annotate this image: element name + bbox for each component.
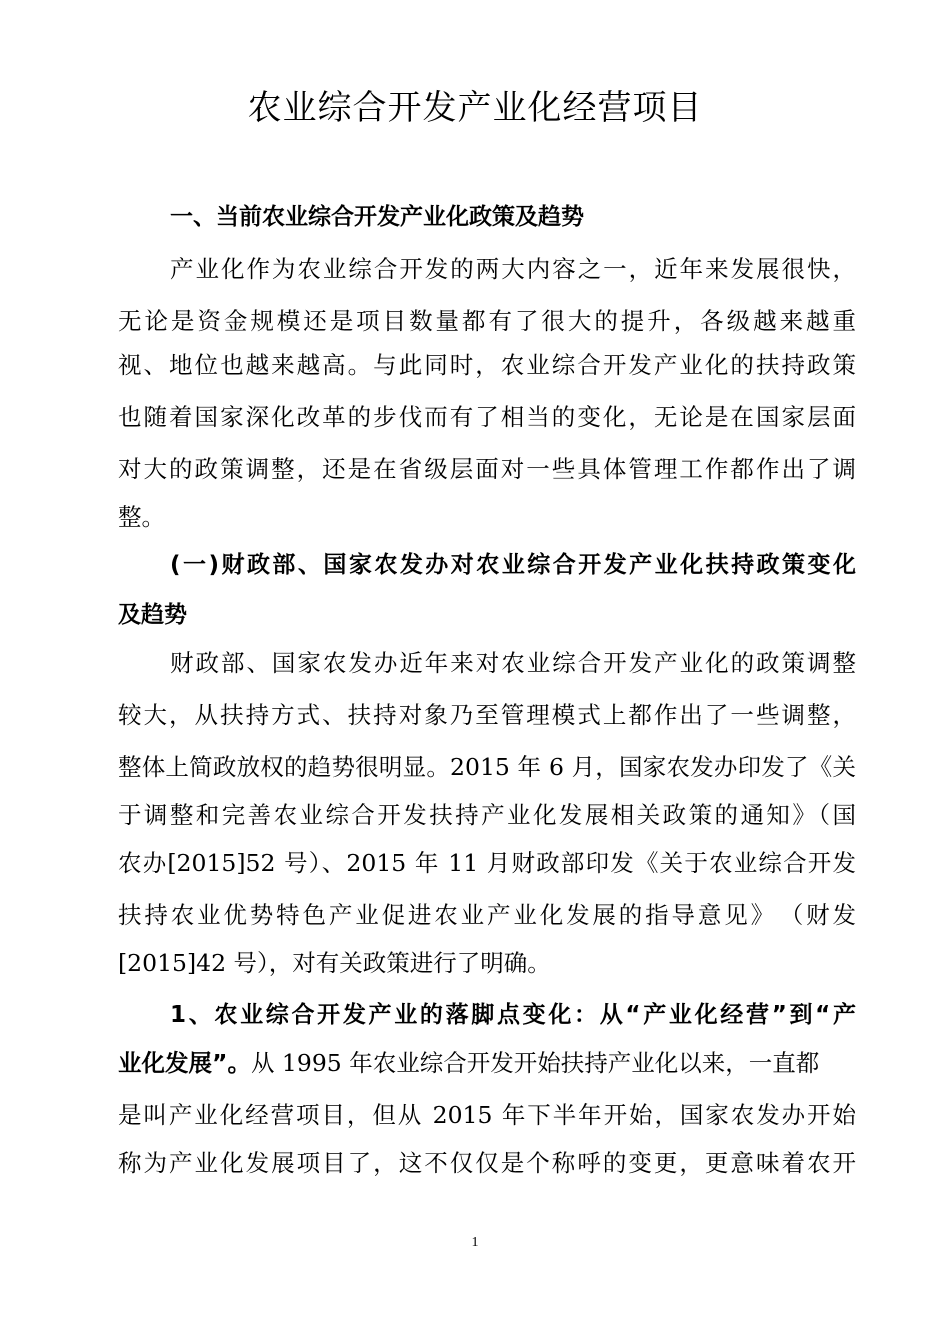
item-lead-text: 从 1995 年农业综合开发开始扶持产业化以来，一直都: [250, 1049, 820, 1077]
paragraph-line: 财政部、国家农发办近年来对农业综合开发产业化的政策调整: [170, 649, 856, 677]
page-number: 1: [471, 1235, 479, 1250]
subsection-heading: (一)财政部、国家农发办对农业综合开发产业化扶持政策变化: [170, 552, 856, 578]
item-lead-line: [118, 1037, 856, 1089]
paragraph-line: [2015]42 号），对有关政策进行了明确。: [118, 949, 551, 977]
paragraph-line: 于调整和完善农业综合开发扶持产业化发展相关政策的通知》（国: [118, 801, 856, 829]
paragraph-line: 整。: [118, 503, 165, 531]
paragraph-line: 整体上简政放权的趋势很明显。2015 年 6 月，国家农发办印发了《关: [118, 753, 856, 781]
paragraph-line: 视、地位也越来越高。与此同时，农业综合开发产业化的扶持政策: [118, 351, 856, 379]
item-heading-end: 业化发展”。: [118, 1049, 251, 1077]
item-heading: 1、农业综合开发产业的落脚点变化：从“产业化经营”到“产: [170, 1002, 856, 1028]
paragraph-line: 扶持农业优势特色产业促进农业产业化发展的指导意见》 （财发: [118, 901, 856, 929]
paragraph-line: 是叫产业化经营项目，但从 2015 年下半年开始，国家农发办开始: [118, 1101, 856, 1129]
paragraph-line: 称为产业化发展项目了，这不仅仅是个称呼的变更，更意味着农开: [118, 1149, 856, 1177]
paragraph-line: 较大，从扶持方式、扶持对象乃至管理模式上都作出了一些调整，: [118, 701, 856, 729]
paragraph-line: 农办[2015]52 号）、2015 年 11 月财政部印发《关于农业综合开发: [118, 849, 856, 877]
paragraph-line: 无论是资金规模还是项目数量都有了很大的提升，各级越来越重: [118, 307, 856, 335]
document-title: 农业综合开发产业化经营项目: [247, 88, 703, 128]
subsection-heading: 及趋势: [118, 602, 187, 628]
paragraph-line: 产业化作为农业综合开发的两大内容之一，近年来发展很快，: [170, 255, 856, 283]
paragraph-line: 也随着国家深化改革的步伐而有了相当的变化，无论是在国家层面: [118, 403, 856, 431]
section-heading: 一、当前农业综合开发产业化政策及趋势: [170, 204, 584, 230]
paragraph-line: 对大的政策调整，还是在省级层面对一些具体管理工作都作出了调: [118, 455, 856, 483]
